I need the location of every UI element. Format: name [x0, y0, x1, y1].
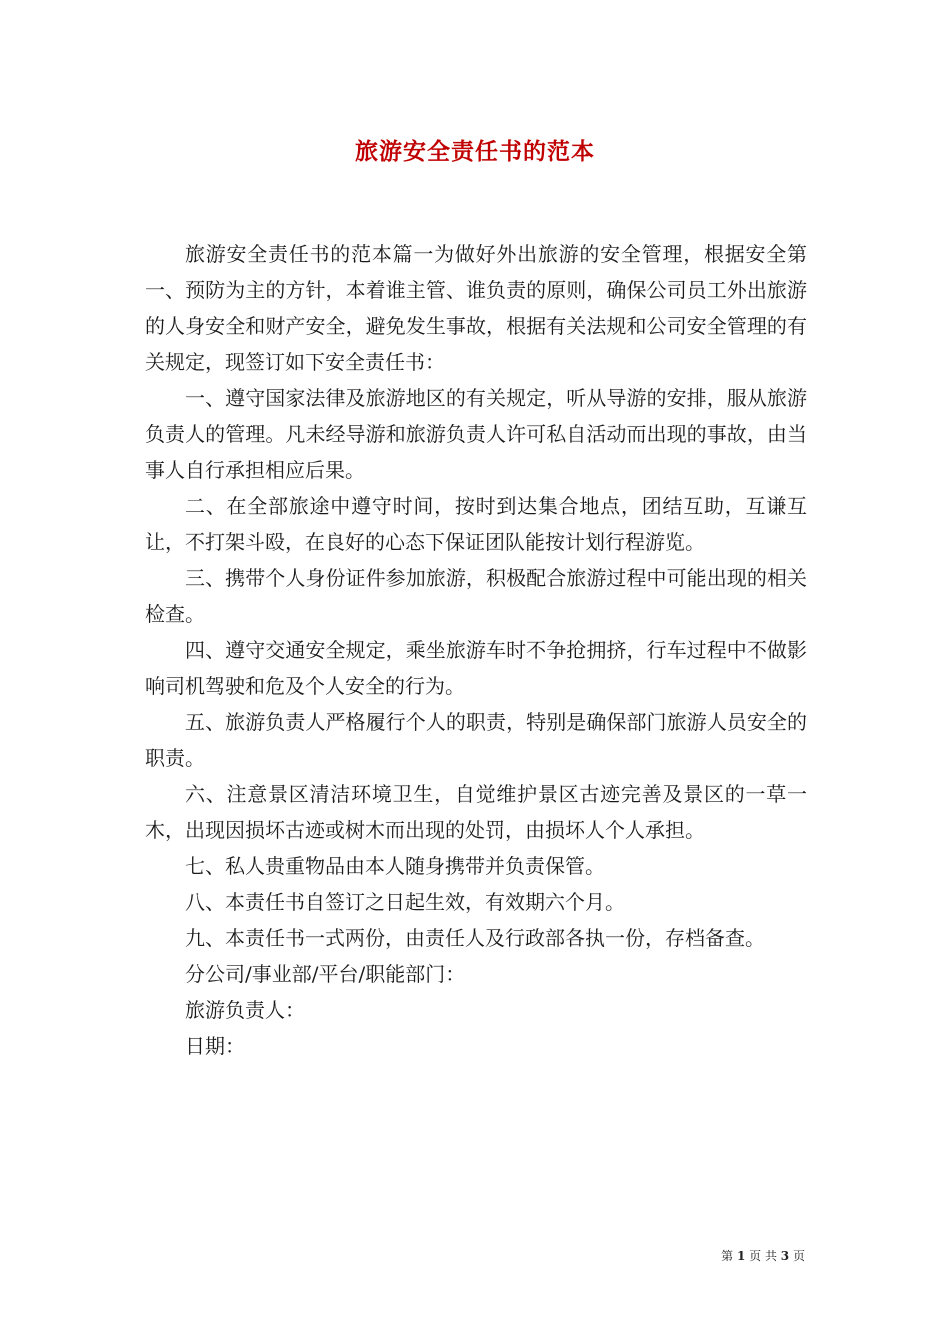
document-title: 旅游安全责任书的范本: [355, 138, 595, 165]
paragraph-item-8: 八、本责任书自签订之日起生效，有效期六个月。: [185, 890, 625, 914]
signature-tour-leader: 旅游负责人：: [185, 998, 305, 1022]
signature-department: 分公司/事业部/平台/职能部门：: [185, 962, 466, 986]
page-prefix: 第: [721, 1249, 734, 1263]
paragraph-item-9: 九、本责任书一式两份，由责任人及行政部各执一份，存档备查。: [185, 926, 765, 950]
document-body: [145, 236, 807, 1064]
page-middle: 页 共: [749, 1249, 777, 1263]
paragraph-item-3: 三、携带个人身份证件参加旅游，积极配合旅游过程中可能出现的相关检查。: [145, 566, 807, 626]
total-pages: 3: [780, 1249, 790, 1263]
paragraph-item-1: 一、遵守国家法律及旅游地区的有关规定，听从导游的安排，服从旅游负责人的管理。凡未经导游和旅游负责人许可私自活动而出现的事故，由当事人自行承担相应后果。: [145, 386, 807, 482]
paragraph-item-4: 四、遵守交通安全规定，乘坐旅游车时不争抢拥挤，行车过程中不做影响司机驾驶和危及个人安全的行为。: [145, 638, 807, 698]
paragraph-intro: 旅游安全责任书的范本篇一为做好外出旅游的安全管理，根据安全第一、预防为主的方针，本着谁主管、谁负责的原则，确保公司员工外出旅游的人身安全和财产安全，避免发生事故，根据有关法规和公司安全管理的有关规定，现签订如下安全责任书：: [145, 242, 807, 374]
paragraph-item-7: 七、私人贵重物品由本人随身携带并负责保管。: [185, 854, 605, 878]
current-page: 1: [736, 1249, 746, 1263]
paragraph-item-6: 六、注意景区清洁环境卫生，自觉维护景区古迹完善及景区的一草一木，出现因损坏古迹或树木而出现的处罚，由损坏人个人承担。: [145, 782, 807, 842]
page-number: [721, 1247, 805, 1264]
paragraph-item-2: 二、在全部旅途中遵守时间，按时到达集合地点，团结互助，互谦互让，不打架斗殴，在良好的心态下保证团队能按计划行程游览。: [145, 494, 807, 554]
signature-date: 日期：: [185, 1034, 245, 1058]
page-suffix: 页: [792, 1249, 805, 1263]
paragraph-item-5: 五、旅游负责人严格履行个人的职责，特别是确保部门旅游人员安全的职责。: [145, 710, 807, 770]
